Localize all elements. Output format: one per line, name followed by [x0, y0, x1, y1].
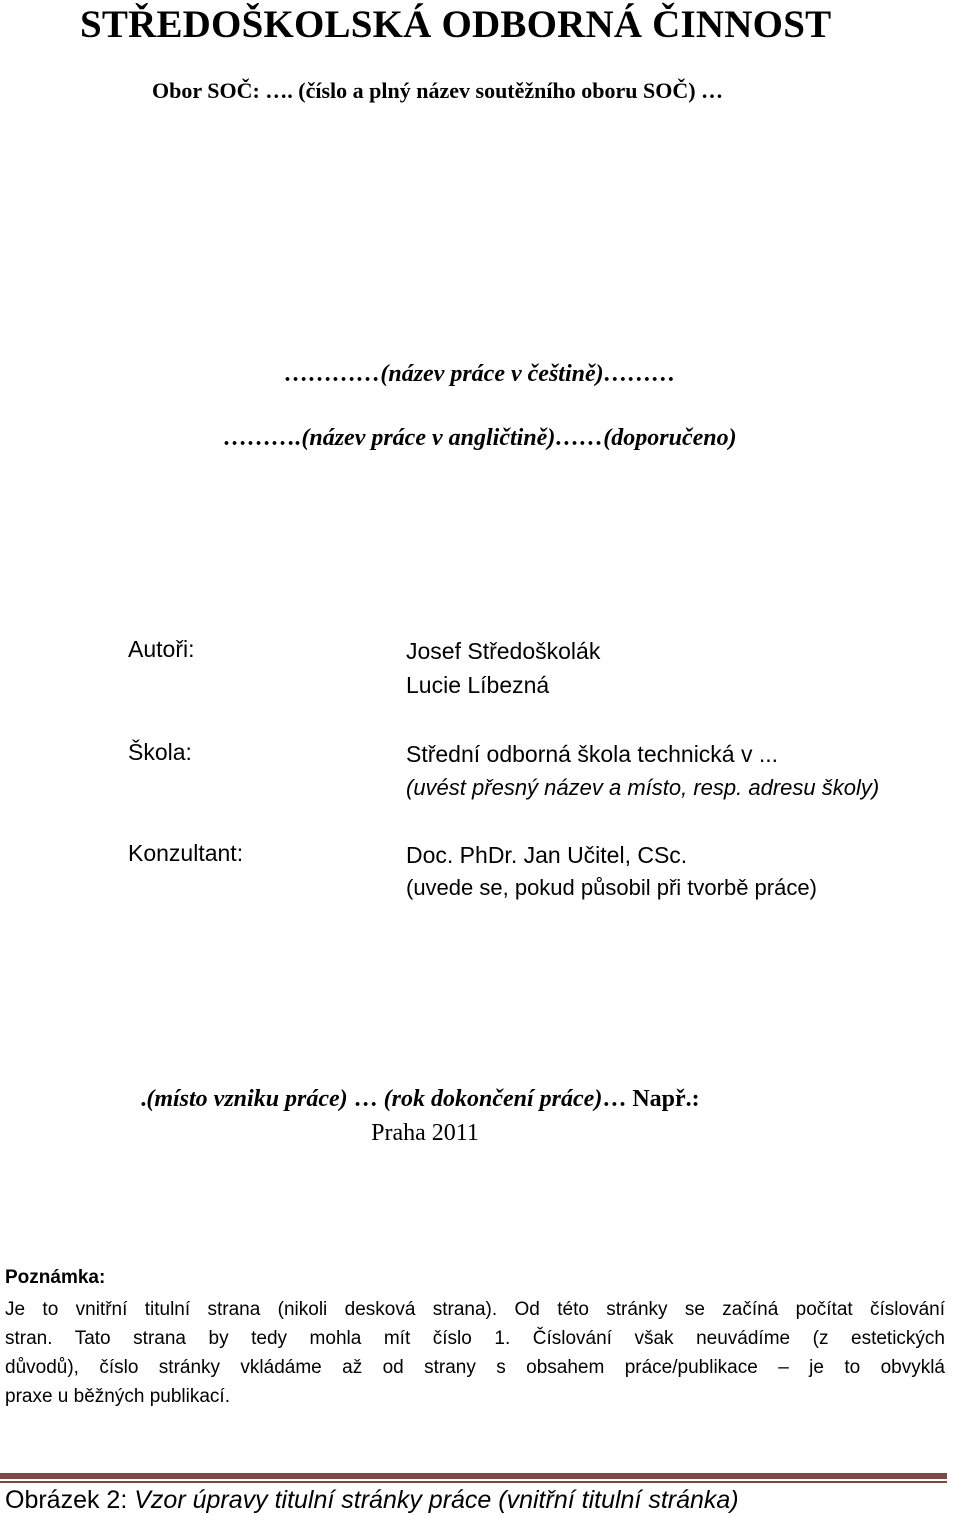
note-line-4: praxe u běžných publikací.	[5, 1386, 230, 1407]
document-title: STŘEDOŠKOLSKÁ ODBORNÁ ČINNOST	[80, 3, 832, 46]
place-prefix: .	[140, 1086, 147, 1112]
caption-divider-thin	[0, 1481, 947, 1483]
consultant-hint: (uvede se, pokud působil při tvorbě práce)	[406, 875, 817, 900]
note-line-3: důvodů), číslo stránky vkládáme až od strany s obsahem práce/publikace – je to obvyklá	[5, 1357, 945, 1378]
author-1: Josef Středoškolák	[406, 638, 601, 664]
note-line-1: Je to vnitřní titulní strana (nikoli desková strana). Od této stránky se začíná počítat číslování	[5, 1299, 945, 1320]
consultant-name: Doc. PhDr. Jan Učitel, CSc.	[406, 842, 688, 868]
note-heading: Poznámka:	[5, 1267, 106, 1288]
note-line-2: stran. Tato strana by tedy mohla mít číslo 1. Číslování však neuvádíme (z estetických	[5, 1328, 945, 1349]
authors-label: Autoři:	[128, 636, 195, 662]
place-example: Praha 2011	[371, 1120, 479, 1146]
consultant-label: Konzultant:	[128, 840, 244, 866]
figure-caption	[5, 1486, 739, 1515]
place-and-year-line	[0, 1086, 900, 1113]
school-name: Střední odborná škola technická v ...	[406, 741, 779, 767]
place-separator: …	[347, 1086, 384, 1112]
school-hint: (uvést přesný název a místo, resp. adresu školy)	[406, 775, 880, 800]
caption-text: Vzor úpravy titulní stránky práce (vnitřní titulní stránka)	[134, 1486, 739, 1514]
work-title-english: ……….(název práce v angličtině)……(doporučeno)	[223, 425, 737, 451]
school-label: Škola:	[128, 739, 192, 765]
caption-label: Obrázek 2:	[5, 1486, 135, 1514]
author-2: Lucie Líbezná	[406, 672, 550, 698]
year-hint: (rok dokončení práce)	[383, 1086, 603, 1112]
place-hint: (místo vzniku práce)	[146, 1086, 348, 1112]
caption-divider-thick	[0, 1473, 947, 1479]
field-of-study-line: Obor SOČ: …. (číslo a plný název soutěžního oboru SOČ) …	[152, 78, 724, 103]
work-title-czech: …………(název práce v češtině)………	[284, 361, 676, 387]
example-prefix: … Např.:	[602, 1086, 700, 1112]
